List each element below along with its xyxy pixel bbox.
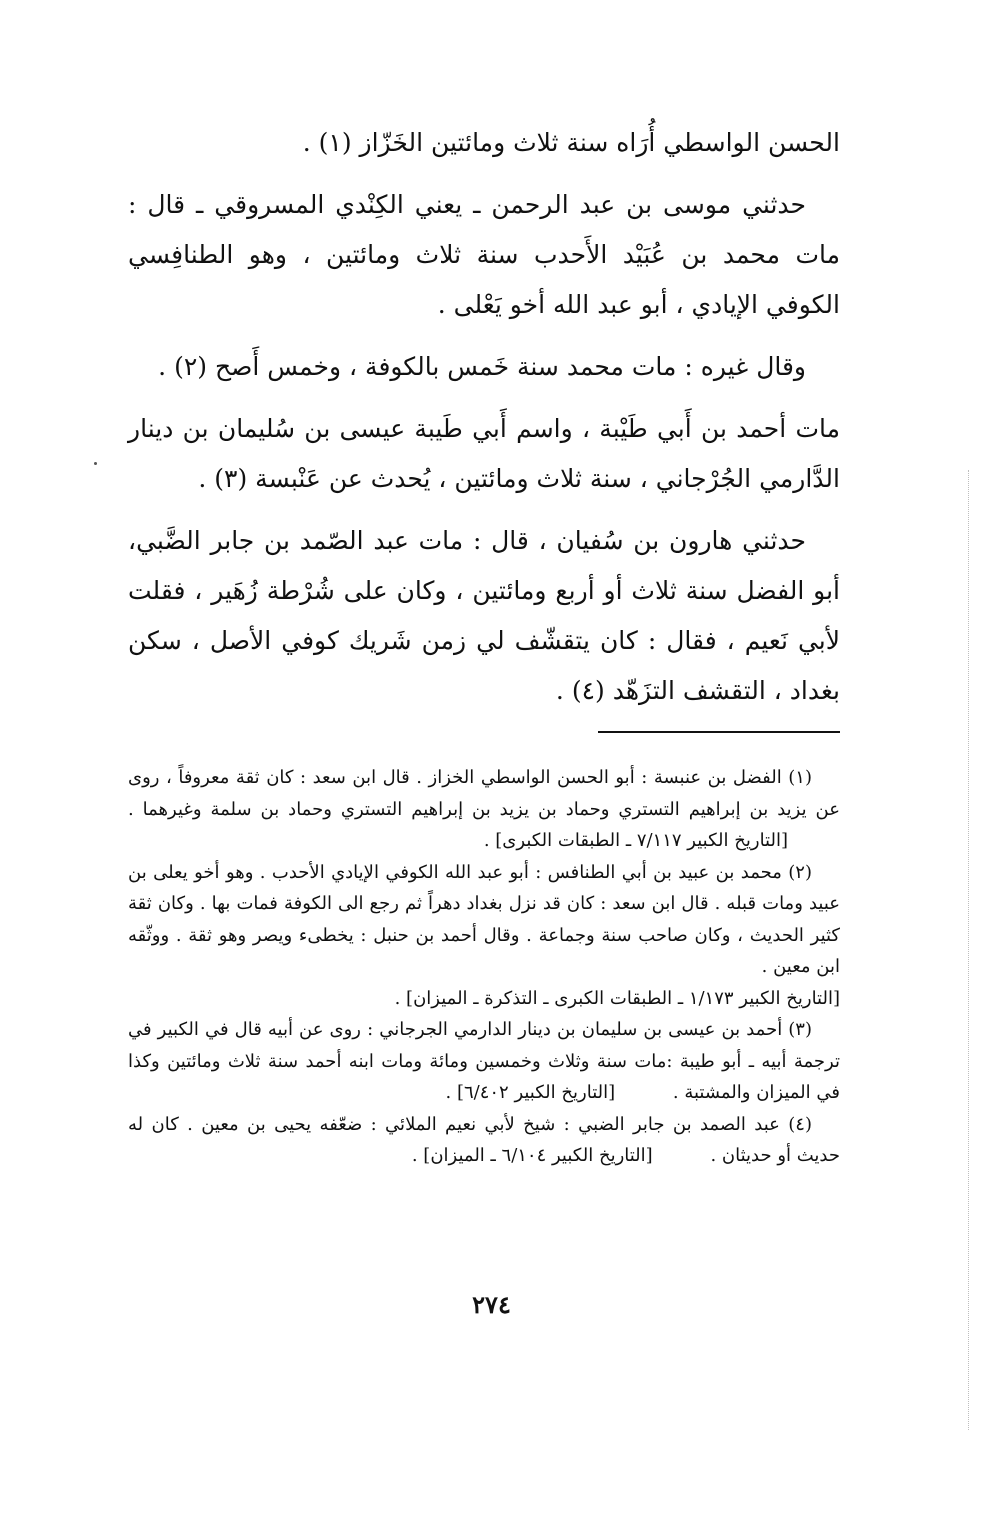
paragraph: حدثني هارون بن سُفيان ، قال : مات عبد الصّمد بن جابر الضَّبي، أبو الفضل سنة ثلاث أو أربع ومائتين ، وكان على شُرْطة زُهَير ، فقلت لأبي نَعيم ، فقال : كان يتقشّف لي زمن شَريك كوفي الأصل ، سكن بغداد ، التقشف التزَهّد (٤) .	[128, 526, 840, 705]
footnote-text: (٢) محمد بن عبيد بن أبي الطنافس : أبو عبد الله الكوفي الإيادي الأحدب . وهو أخو يعلى بن عبيد ومات قبله . قال ابن سعد : كان قد نزل بغداد دهراً ثم رجع الى الكوفة فمات بها . وكان ثقة كثير الحديث ، وكان صاحب سنة وجماعة . وقال أحمد بن حنبل : يخطىء ويصر وهو ثقة . ووثّقه ابن معين .	[128, 861, 840, 977]
footnote-text: (٤) عبد الصمد بن جابر الضبي : شيخ لأبي نعيم الملائي : ضعّفه يحيى بن معين . كان له حديث أو حديثان .	[128, 1113, 840, 1166]
footnote-text: (٣) أحمد بن عيسى بن سليمان بن دينار الدارمي الجرجاني : روى عن أبيه قال في الكبير في ترجمة أبيه ـ أبو طيبة :مات سنة وثلاث وخمسين ومائة ومات ابنه أحمد سنة ثلاث ومائتين وكذا في الميزان والمشتبة .	[128, 1019, 840, 1103]
paragraph: وقال غيره : مات محمد سنة خَمس بالكوفة ، وخمس أَصح (٢) .	[158, 352, 806, 381]
scan-speck	[94, 462, 97, 465]
footnote-citation: [التاريخ الكبير ٦/١٠٤ ـ الميزان] .	[411, 1145, 653, 1166]
footnote-1	[128, 762, 840, 857]
footnote-3	[128, 1014, 840, 1109]
page-number: ٢٧٤	[472, 1290, 511, 1319]
footnote-citation: [التاريخ الكبير ٦/٤٠٢] .	[445, 1082, 616, 1103]
paragraph: الحسن الواسطي أُرَاه سنة ثلاث ومائتين الخَزّاز (١) .	[302, 128, 840, 157]
footnotes	[128, 762, 840, 1172]
scan-edge-marks	[968, 470, 969, 1430]
footnote-2-citation-line	[128, 983, 840, 1015]
footnote-citation: [التاريخ الكبير ١/١٧٣ ـ الطبقات الكبرى ـ التذكرة ـ الميزان] .	[394, 987, 840, 1009]
main-text	[128, 118, 840, 728]
footnote-2	[128, 857, 840, 983]
paragraph: حدثني موسى بن عبد الرحمن ـ يعني الكِنْدي المسروقي ـ قال : مات محمد بن عُبَيْد الأَحدب سنة ثلاث ومائتين ، وهو الطنافِسي الكوفي الإيادي ، أبو عبد الله أخو يَعْلى .	[128, 190, 840, 319]
footnote-separator	[598, 731, 840, 733]
footnote-4	[128, 1109, 840, 1172]
footnote-citation: [التاريخ الكبير ٧/١١٧ ـ الطبقات الكبرى] .	[483, 830, 788, 851]
paragraph: مات أحمد بن أَبي طَيْبة ، واسم أَبي طَيبة عيسى بن سُليمان بن دينار الدَّارمي الجُرْجاني ، سنة ثلاث ومائتين ، يُحدث عن عَنْبسة (٣) .	[128, 414, 840, 493]
footnote-text: (١) الفضل بن عنبسة : أبو الحسن الواسطي الخزاز . قال ابن سعد : كان ثقة معروفاً ، روى عن يزيد بن إبراهيم التستري وحماد بن يزيد بن إبراهيم التستري وحماد بن سلمة وغيرهما .	[128, 767, 840, 820]
